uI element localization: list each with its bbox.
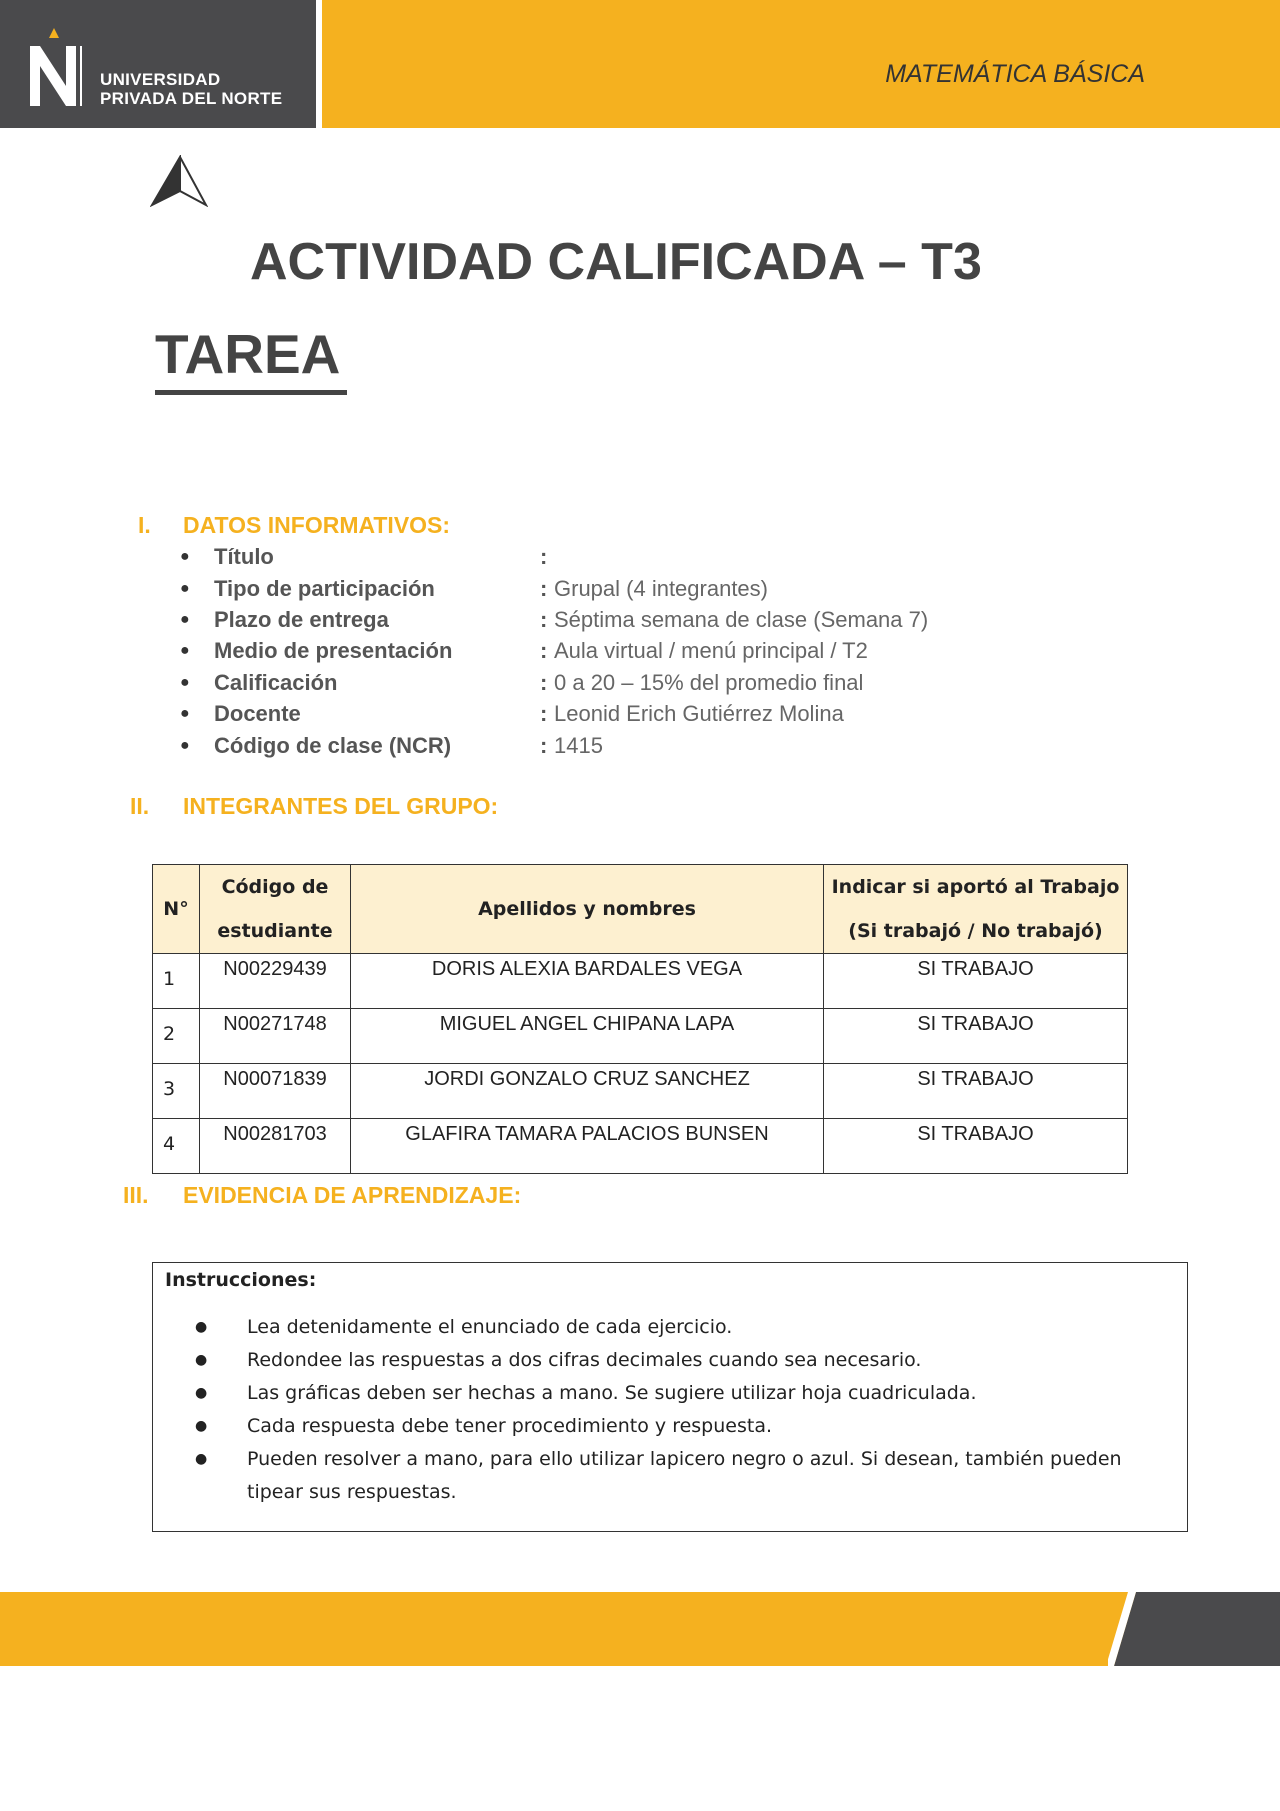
section-2-number: II. — [130, 793, 150, 819]
header-status: Indicar si aportó al Trabajo (Si trabajó / No trabajó) — [824, 865, 1128, 954]
brand-name-line1: UNIVERSIDAD — [100, 70, 221, 89]
header-name: Apellidos y nombres — [351, 865, 824, 954]
table-header-row — [153, 865, 1128, 954]
cell-num: 3 — [153, 1064, 200, 1119]
bullet-icon: ● — [195, 1451, 208, 1467]
header-num: N° — [153, 865, 200, 954]
cell-num: 4 — [153, 1119, 200, 1174]
cell-code: N00271748 — [200, 1009, 351, 1064]
cell-status: SI TRABAJO — [824, 1009, 1128, 1064]
table-row — [153, 1064, 1128, 1119]
section-1-number: I. — [138, 512, 151, 538]
info-value: Leonid Erich Gutiérrez Molina — [554, 701, 844, 726]
info-colon: : — [540, 733, 548, 758]
instruction-item: ● Lea detenidamente el enunciado de cada ejercicio. — [195, 1311, 1165, 1344]
info-label: Medio de presentación — [214, 638, 453, 663]
university-logo-icon — [26, 28, 82, 108]
bullet-icon: ● — [195, 1319, 208, 1335]
info-colon: : — [540, 576, 548, 601]
page-title: ACTIVIDAD CALIFICADA – T3 — [250, 233, 982, 291]
cell-code: N00229439 — [200, 954, 351, 1009]
bullet-icon: ● — [180, 705, 190, 722]
page-subtitle: TAREA — [155, 323, 341, 385]
info-value: 1415 — [554, 733, 603, 758]
bullet-icon: ● — [180, 580, 190, 597]
bullet-icon: ● — [180, 642, 190, 659]
bullet-icon: ● — [180, 737, 190, 754]
info-value: Grupal (4 integrantes) — [554, 576, 768, 601]
instruction-item: ● Pueden resolver a mano, para ello utilizar lapicero negro o azul. Si desean, también pueden tipear sus respuestas. — [195, 1443, 1165, 1509]
section-3-title: EVIDENCIA DE APRENDIZAJE: — [183, 1182, 522, 1208]
members-table — [152, 864, 1128, 1174]
cell-num: 2 — [153, 1009, 200, 1064]
cell-code: N00281703 — [200, 1119, 351, 1174]
course-name: MATEMÁTICA BÁSICA — [885, 60, 1145, 88]
cell-name: JORDI GONZALO CRUZ SANCHEZ — [351, 1064, 824, 1119]
cell-name: DORIS ALEXIA BARDALES VEGA — [351, 954, 824, 1009]
section-2-title: INTEGRANTES DEL GRUPO: — [183, 793, 499, 819]
bullet-icon: ● — [195, 1418, 208, 1434]
cell-status: SI TRABAJO — [824, 1119, 1128, 1174]
info-label: Calificación — [214, 670, 338, 695]
instruction-item: ● Cada respuesta debe tener procedimiento y respuesta. — [195, 1410, 1165, 1443]
instruction-item: ● Redondee las respuestas a dos cifras decimales cuando sea necesario. — [195, 1344, 1165, 1377]
header-code: Código de estudiante — [200, 865, 351, 954]
info-colon: : — [540, 638, 548, 663]
instructions-title: Instrucciones: — [165, 1269, 317, 1291]
bullet-icon: ● — [195, 1352, 208, 1368]
table-row — [153, 954, 1128, 1009]
bullet-icon: ● — [180, 674, 190, 691]
info-value: 0 a 20 – 15% del promedio final — [554, 670, 864, 695]
info-label: Código de clase (NCR) — [214, 733, 452, 758]
footer-accent — [1108, 1592, 1280, 1666]
section-1-title: DATOS INFORMATIVOS: — [183, 512, 451, 538]
instruction-item: ● Las gráficas deben ser hechas a mano. Se sugiere utilizar hoja cuadriculada. — [195, 1377, 1165, 1410]
info-colon: : — [540, 544, 548, 569]
info-value: Aula virtual / menú principal / T2 — [554, 638, 868, 663]
info-label: Docente — [214, 701, 301, 726]
instructions-box — [152, 1262, 1188, 1532]
cell-status: SI TRABAJO — [824, 1064, 1128, 1119]
cell-code: N00071839 — [200, 1064, 351, 1119]
cell-name: GLAFIRA TAMARA PALACIOS BUNSEN — [351, 1119, 824, 1174]
table-row — [153, 1119, 1128, 1174]
info-label: Título — [214, 544, 274, 569]
info-colon: : — [540, 701, 548, 726]
info-value: Séptima semana de clase (Semana 7) — [554, 607, 929, 632]
info-colon: : — [540, 607, 548, 632]
cell-status: SI TRABAJO — [824, 954, 1128, 1009]
footer-banner — [0, 1592, 1140, 1666]
arrow-logo-icon — [150, 155, 208, 207]
cell-num: 1 — [153, 954, 200, 1009]
brand-name-line2: PRIVADA DEL NORTE — [100, 89, 283, 108]
section-3-number: III. — [123, 1182, 149, 1208]
bullet-icon: ● — [180, 611, 190, 628]
info-label: Plazo de entrega — [214, 607, 389, 632]
bullet-icon: ● — [180, 548, 190, 565]
table-row — [153, 1009, 1128, 1064]
info-label: Tipo de participación — [214, 576, 435, 601]
bullet-icon: ● — [195, 1385, 208, 1401]
subtitle-underline — [155, 390, 347, 395]
cell-name: MIGUEL ANGEL CHIPANA LAPA — [351, 1009, 824, 1064]
info-colon: : — [540, 670, 548, 695]
